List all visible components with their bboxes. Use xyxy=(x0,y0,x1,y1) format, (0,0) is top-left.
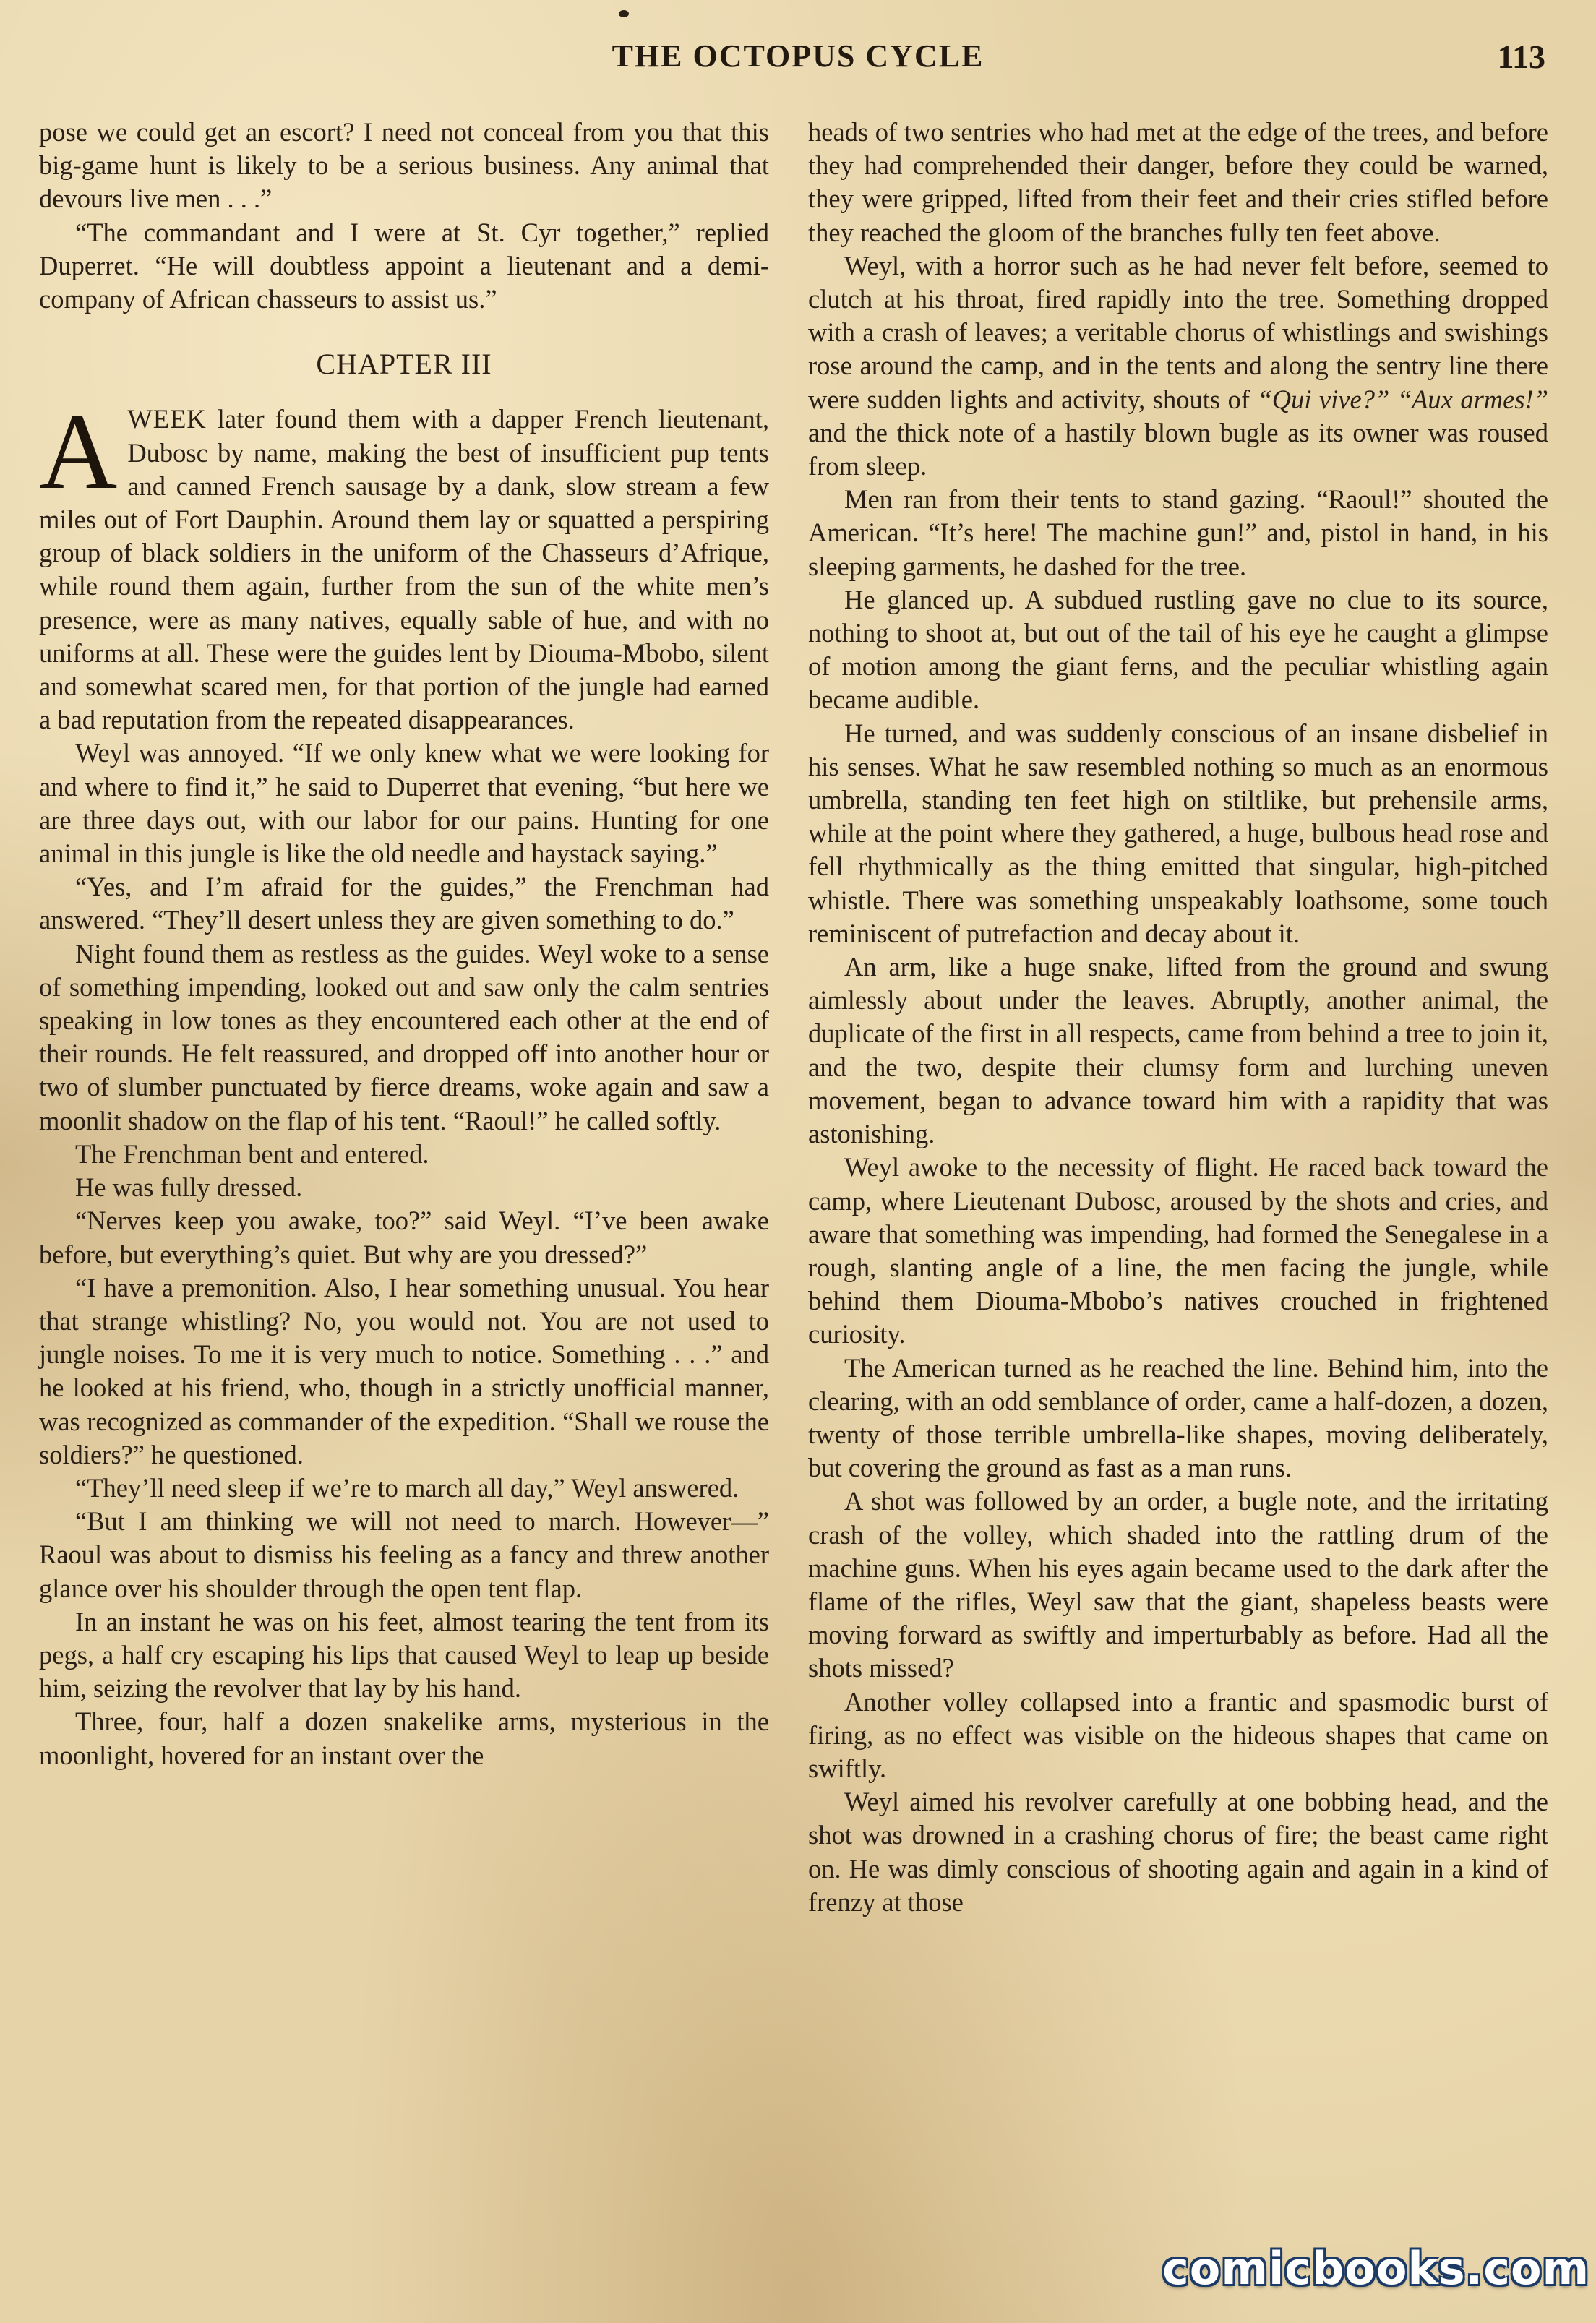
paragraph: Three, four, half a dozen snakelike arms, mysterious in the moonlight, hovered for an instant over the xyxy=(39,1706,769,1770)
paragraph: “But I am thinking we will not need to march. However—” Raoul was about to dismiss his feeling as a fancy and threw another glance over his shoulder through the open tent flap. xyxy=(39,1506,769,1603)
paragraph: Night found them as restless as the guides. Weyl woke to a sense of something impending, looked out and saw only the calm sentries speaking in low tones as they encountered each other at the end of their rounds. He felt reassured, and dropped off into another hour or two of slumber punctuated by fierce dreams, woke again and saw a moonlit shadow on the flap of his tent. “Raoul!” he called softly. xyxy=(39,938,769,1135)
drop-cap: A xyxy=(39,392,118,512)
paragraph: A shot was followed by an order, a bugle note, and the irritating crash of the volley, which shaded into the rattling drum of the machine guns. When his eyes again became used to the dark after the flame of the rifles, Weyl saw that the giant, shapeless beasts were moving forward as swiftly and imperturbably as before. Had all the shots missed? xyxy=(808,1486,1548,1683)
paragraph: An arm, like a huge snake, lifted from the ground and swung aimlessly about under the leaves. Abruptly, another animal, the duplicate of the first in all respects, came from behind a tree to join it, and the two, despite their clumsy form and lurching uneven movement, began to advance toward him with a rapidity that was astonishing. xyxy=(808,952,1548,1149)
left-column xyxy=(39,116,769,1772)
italic-phrase: “Qui vive?” xyxy=(1257,384,1390,414)
paragraph: He turned, and was suddenly conscious of an insane disbelief in his senses. What he saw resembled nothing so much as an enormous umbrella, standing ten feet high on stiltlike, but prehensile arms, while at the point where they gathered, a huge, bulbous head rose and fell rhythmically as the thing emitted that singular, high-pitched whistle. There was something unspeakably loathsome, some touch reminiscent of putrefaction and decay about it. xyxy=(808,718,1548,948)
paragraph: “Nerves keep you awake, too?” said Weyl. “I’ve been awake before, but everything’s quiet. But why are you dressed?” xyxy=(39,1206,769,1269)
opening-text: later found them with a dapper French lieutenant, Dubosc by name, making the best of insufficient pup tents and canned French sausage by a dank, slow stream a few miles out of Fort Dauphin. Around them lay or squatted a perspiring group of black soldiers in the uniform of the Chasseurs d’Afrique, while round them again, further from the sun of the white men’s presence, were as many natives, equally sable of hue, and with no uniforms at all. These were the guides lent by Diouma-Mbobo, silent and somewhat scared men, for that portion of the jungle had earned a bad reputation from the repeated disappearances. xyxy=(39,404,769,735)
paragraph xyxy=(808,249,1548,483)
paragraph-text: and the thick note of a hastily blown bugle as its owner was roused from sleep. xyxy=(808,417,1548,481)
paragraph: In an instant he was on his feet, almost tearing the tent from its pegs, a half cry escaping his lips that caused Weyl to leap up beside him, seizing the revolver that lay by his hand. xyxy=(39,1606,769,1704)
paragraph: Weyl aimed his revolver carefully at one bobbing head, and the shot was drowned in a crashing chorus of fire; the beast came right on. He was dimly conscious of shooting again and again in a kind of frenzy at those xyxy=(808,1787,1548,1917)
chapter-heading: CHAPTER III xyxy=(316,348,492,381)
italic-phrase: “Aux armes!” xyxy=(1396,384,1549,414)
paragraph: Men ran from their tents to stand gazing. “Raoul!” shouted the American. “It’s here! The machine gun!” and, pistol in hand, in his sleeping garments, he dashed for the tree. xyxy=(808,484,1548,581)
chapter-opening-paragraph xyxy=(39,392,769,737)
paragraph: heads of two sentries who had met at the edge of the trees, and before they had comprehended their danger, before they could be warned, they were gripped, lifted from their feet and their cries stifled before they reached the gloom of the branches fully ten feet above. xyxy=(808,117,1548,247)
paragraph-text: Weyl, with a horror such as he had never felt before, seemed to clutch at his throat, fired rapidly into the tree. Something dropped with a crash of leaves; a veritable chorus of whistlings and swishings rose around the camp, and in the tents and along the sentry line there were sudden lights and activity, shouts of xyxy=(808,250,1548,414)
opening-smallcaps: WEEK xyxy=(127,404,207,434)
paragraph-text xyxy=(1389,385,1397,414)
paragraph: The Frenchman bent and entered. xyxy=(75,1138,429,1169)
ink-speck xyxy=(619,10,629,17)
paragraph: “I have a premonition. Also, I hear something unusual. You hear that strange whistling? No, you would not. You are not used to jungle noises. To me it is very much to notice. Something . . .” and he looked at his friend, who, though in a strictly unofficial manner, was recognized as commander of the expedition. “Shall we rouse the soldiers?” he questioned. xyxy=(39,1272,769,1469)
paragraph: Weyl awoke to the necessity of flight. He raced back toward the camp, where Lieutenant Dubosc, aroused by the shots and cries, and aware that something was impending, had formed the Senegalese in a rough, slanting angle of a line, the men facing the jungle, while behind them Diouma-Mbobo’s natives crouched in frightened curiosity. xyxy=(808,1152,1548,1349)
paragraph: “They’ll need sleep if we’re to march all day,” Weyl answered. xyxy=(75,1472,739,1503)
paragraph: He was fully dressed. xyxy=(75,1172,303,1203)
paragraph: “Yes, and I’m afraid for the guides,” the Frenchman had answered. “They’ll desert unless they are given something to do.” xyxy=(39,872,769,935)
paragraph: He glanced up. A subdued rustling gave no clue to its source, nothing to shoot at, but out of the tail of his eye he caught a glimpse of motion among the giant ferns, and the peculiar whistling again became audible. xyxy=(808,584,1548,715)
page-number: 113 xyxy=(1497,38,1545,75)
paragraph: Another volley collapsed into a frantic and spasmodic burst of firing, as no effect was visible on the hideous shapes that came on swiftly. xyxy=(808,1686,1548,1783)
paragraph: pose we could get an escort? I need not conceal from you that this big-game hunt is likely to be a serious business. Any animal that devours live men . . .” xyxy=(39,117,769,214)
site-watermark: comicbooks.com xyxy=(1162,2242,1590,2295)
paragraph: The American turned as he reached the line. Behind him, into the clearing, with an odd semblance of order, came a half-dozen, a dozen, twenty of those terrible umbrella-like shapes, moving deliberately, but covering the ground as fast as a man runs. xyxy=(808,1352,1548,1483)
right-column xyxy=(808,116,1548,1919)
page-header xyxy=(0,38,1596,88)
running-title: THE OCTOPUS CYCLE xyxy=(612,38,984,74)
paragraph: “The commandant and I were at St. Cyr together,” replied Duperret. “He will doubtless appoint a lieutenant and a demi-company of African chasseurs to assist us.” xyxy=(39,217,769,314)
paragraph: Weyl was annoyed. “If we only knew what we were looking for and where to find it,” he said to Duperret that evening, “but here we are three days out, with our labor for our pains. Hunting for one animal in this jungle is like the old needle and haystack saying.” xyxy=(39,738,769,869)
